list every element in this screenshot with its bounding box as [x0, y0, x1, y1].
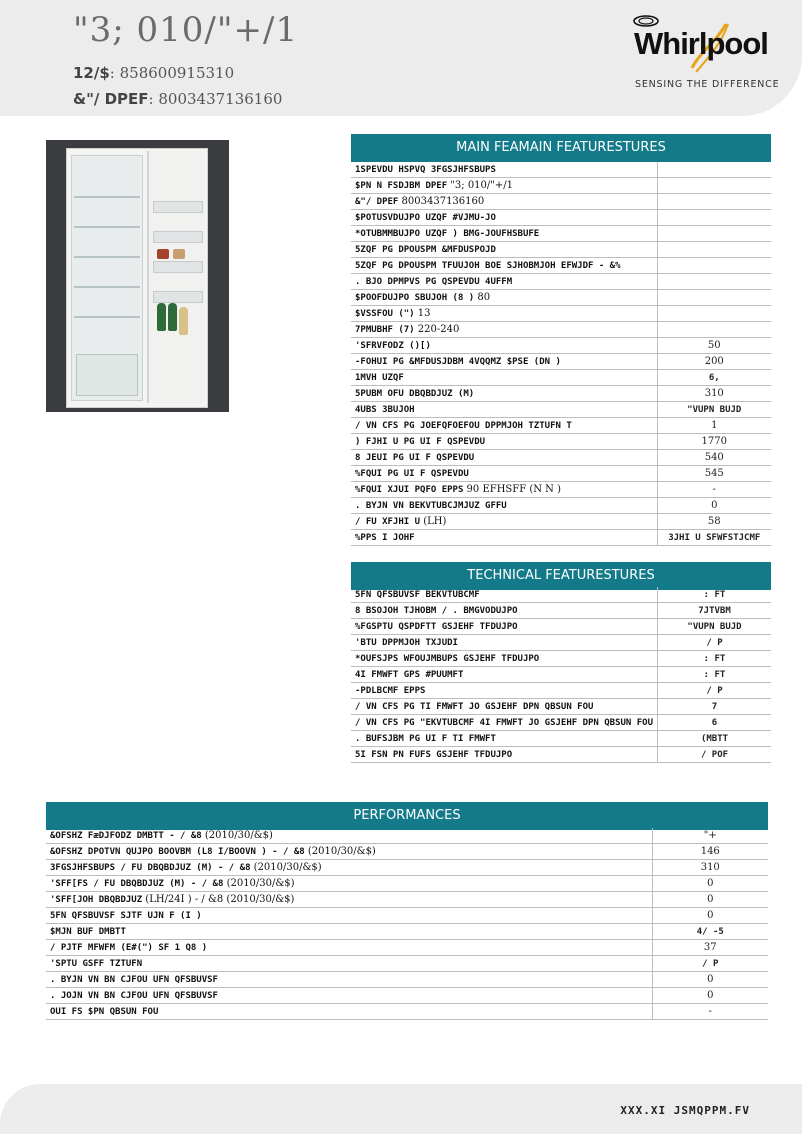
spec-value: 146	[652, 844, 768, 860]
spec-value	[657, 306, 771, 322]
spec-label-text: 5ZQF PG DPOUSPM &MFDUSPOJD	[355, 245, 496, 255]
spec-value: 310	[657, 386, 771, 402]
spec-label-text: ) FJHI U PG UI F QSPEVDU	[355, 437, 486, 447]
spec-label	[351, 715, 658, 731]
spec-label-text: . BYJN VN BEKVTUBCJMJUZ GFFU	[355, 501, 507, 511]
table-row	[351, 514, 771, 530]
table-row	[46, 876, 768, 892]
spec-label-text: . BYJN VN BN CJFOU UFN QFSBUVSF	[50, 975, 218, 985]
spec-value: 310	[652, 860, 768, 876]
spec-value: 7JTVBM	[658, 603, 771, 619]
spec-value: 0	[652, 988, 768, 1004]
spec-value: 3JHI U SFWFSTJCMF	[657, 530, 771, 546]
table-row	[351, 731, 771, 747]
spec-label	[46, 940, 652, 956]
spec-label-suffix: (2010/30/&$)	[223, 878, 295, 889]
spec-value: / POF	[658, 747, 771, 763]
spec-value: "VUPN BUJD	[657, 402, 771, 418]
spec-value	[657, 226, 771, 242]
table-row	[351, 498, 771, 514]
spec-value	[657, 274, 771, 290]
spec-label-text: 'SFF[JOH DBQBDJUZ	[50, 895, 143, 905]
table-row	[351, 587, 771, 603]
table-row	[351, 667, 771, 683]
spec-label	[351, 747, 658, 763]
table-row	[46, 860, 768, 876]
spec-label	[351, 651, 658, 667]
spec-value: 1770	[657, 434, 771, 450]
table-row	[46, 844, 768, 860]
spec-label-text: 5FN QFSBUVSF BEKVTUBCMF	[355, 589, 480, 600]
spec-label	[351, 450, 657, 466]
table-row	[46, 892, 768, 908]
spec-label-text: / VN CFS PG JOEFQFOEFOU DPPMJOH TZTUFN T	[355, 421, 572, 431]
spec-label-text: 5FN QFSBUVSF SJTF UJN F (I )	[50, 911, 202, 921]
spec-value: 7	[658, 699, 771, 715]
spec-value: : FT	[658, 651, 771, 667]
spec-label	[351, 731, 658, 747]
spec-value	[657, 194, 771, 210]
spec-label	[351, 418, 657, 434]
spec-label-text: 1MVH UZQF	[355, 373, 404, 383]
spec-label	[46, 908, 652, 924]
spec-value	[657, 162, 771, 178]
spec-value: 0	[652, 972, 768, 988]
spec-label	[351, 603, 658, 619]
spec-label-suffix: 90 EFHSFF (N N )	[463, 484, 561, 495]
spec-value: 58	[657, 514, 771, 530]
table-row	[351, 635, 771, 651]
table-row	[351, 178, 771, 194]
spec-value	[657, 290, 771, 306]
spec-label	[351, 274, 657, 290]
spec-value	[657, 258, 771, 274]
spec-label	[351, 514, 657, 530]
spec-label	[351, 619, 658, 635]
spec-label-text: $POTUSVDUJPO UZQF #VJMU-JO	[355, 213, 496, 223]
brand-tagline: SENSING THE DIFFERENCE	[635, 79, 780, 90]
spec-label-text: / VN CFS PG TI FMWFT JO GSJEHF DPN QBSUN FOU	[355, 701, 594, 712]
spec-label	[351, 587, 658, 603]
spec-label-suffix: (LH/24I ) - / &8 (2010/30/&$)	[142, 894, 295, 905]
spec-label-suffix: 80	[474, 292, 491, 303]
spec-label-suffix: 13	[414, 308, 431, 319]
table-row	[351, 290, 771, 306]
spec-label-text: 7PMUBHF (7)	[355, 325, 415, 335]
table-row	[351, 482, 771, 498]
spec-label	[351, 194, 657, 210]
table-row	[351, 354, 771, 370]
spec-label-suffix: (2010/30/&$)	[304, 846, 376, 857]
table-row	[351, 322, 771, 338]
spec-value	[657, 322, 771, 338]
table-row	[351, 683, 771, 699]
spec-label-text: OUI FS $PN QBSUN FOU	[50, 1007, 159, 1017]
spec-label-suffix: (LH)	[420, 516, 447, 527]
table-row	[46, 1004, 768, 1020]
table-row	[351, 418, 771, 434]
spec-value: 0	[652, 876, 768, 892]
spec-label	[351, 635, 658, 651]
spec-label-text: %FGSPTU QSPDFTT GSJEHF TFDUJPO	[355, 621, 518, 632]
spec-label-text: $MJN BUF DMBTT	[50, 927, 126, 937]
technical-features-table	[351, 587, 771, 763]
spec-label	[351, 306, 657, 322]
model-title: "3; 010/"+/1	[73, 10, 299, 50]
spec-label	[351, 178, 657, 194]
spec-label	[46, 924, 652, 940]
spec-label	[46, 972, 652, 988]
spec-label-text: 'BTU DPPMJOH TXJUDI	[355, 637, 458, 648]
spec-label-suffix: 8003437136160	[398, 196, 485, 207]
spec-value: -	[657, 482, 771, 498]
spec-label-text: 8 BSOJOH TJHOBM / . BMGVODUJPO	[355, 605, 518, 616]
brand-wordmark: Whirlpool	[634, 26, 768, 61]
spec-label-text: 4UBS 3BUJOH	[355, 405, 415, 415]
spec-label-text: *OUFSJPS WFOUJMBUPS GSJEHF TFDUJPO	[355, 653, 540, 664]
spec-label-text: $POOFDUJPO SBUJOH (8 )	[355, 293, 475, 303]
spec-label-text: $PN N FSDJBM DPEF	[355, 181, 448, 191]
table-row	[351, 434, 771, 450]
table-row	[351, 210, 771, 226]
spec-label-text: / PJTF MFWFM (E#(") SF 1 Q8 )	[50, 943, 208, 953]
spec-label-text: &"/ DPEF	[355, 197, 399, 207]
spec-value	[657, 242, 771, 258]
spec-label	[46, 876, 652, 892]
main-features-table	[351, 162, 771, 546]
spec-value: (MBTT	[658, 731, 771, 747]
spec-value: 0	[652, 908, 768, 924]
spec-label	[351, 290, 657, 306]
spec-label-text: -FOHUI PG &MFDUSJDBM 4VQQMZ $PSE (DN )	[355, 357, 561, 367]
spec-value: / P	[652, 956, 768, 972]
spec-value: : FT	[658, 587, 771, 603]
spec-label	[46, 956, 652, 972]
spec-label-text: / VN CFS PG "EKVTUBCMF 4I FMWFT JO GSJEHF DPN QBSUN FOU	[355, 717, 654, 728]
whirlpool-logo	[630, 12, 780, 96]
spec-label-text: . BUFSJBM PG UI F TI FMWFT	[355, 733, 496, 744]
spec-label-text: 5I FSN PN FUFS GSJEHF TFDUJPO	[355, 749, 513, 760]
spec-label	[351, 242, 657, 258]
table-row	[46, 972, 768, 988]
spec-label-text: *OTUBMMBUJPO UZQF ) BMG-JOUFHSBUFE	[355, 229, 540, 239]
spec-label	[351, 482, 657, 498]
product-photo	[46, 140, 229, 412]
technical-features-header: TECHNICAL FEATURESTURES	[351, 562, 771, 590]
performances-header: PERFORMANCES	[46, 802, 768, 830]
spec-value: 0	[652, 892, 768, 908]
spec-label-text: 3FGSJHFSBUPS / FU DBQBDJUZ (M) - / &8	[50, 863, 251, 873]
spec-value: / P	[658, 683, 771, 699]
spec-label	[351, 210, 657, 226]
spec-value: 6	[658, 715, 771, 731]
spec-label-text: $VSSFOU (")	[355, 309, 415, 319]
table-row	[46, 940, 768, 956]
spec-label-text: %FQUI PG UI F QSPEVDU	[355, 469, 469, 479]
spec-label-text: -PDLBCMF EPPS	[355, 685, 426, 696]
table-row	[351, 258, 771, 274]
table-row	[351, 715, 771, 731]
table-row	[46, 924, 768, 940]
table-row	[351, 466, 771, 482]
spec-value: 545	[657, 466, 771, 482]
spec-label	[351, 386, 657, 402]
footer-band	[0, 1084, 802, 1134]
table-row	[351, 619, 771, 635]
spec-label	[351, 683, 658, 699]
table-row	[351, 242, 771, 258]
spec-label-suffix: (2010/30/&$)	[250, 862, 322, 873]
spec-label-text: 1SPEVDU HSPVQ 3FGSJHFSBUPS	[355, 165, 496, 175]
spec-label-suffix: (2010/30/&$)	[201, 830, 273, 841]
spec-label	[351, 530, 657, 546]
spec-label	[351, 402, 657, 418]
table-row	[351, 226, 771, 242]
spec-label	[351, 466, 657, 482]
spec-label-text: . BJO DPMPVS PG QSPEVDU 4UFFM	[355, 277, 513, 287]
table-row	[351, 651, 771, 667]
table-row	[351, 274, 771, 290]
spec-value: 50	[657, 338, 771, 354]
spec-label-text: . JOJN VN BN CJFOU UFN QFSBUVSF	[50, 991, 218, 1001]
spec-value: : FT	[658, 667, 771, 683]
spec-value: 0	[657, 498, 771, 514]
spec-label-text: 8 JEUI PG UI F QSPEVDU	[355, 453, 475, 463]
spec-label	[351, 258, 657, 274]
table-row	[46, 988, 768, 1004]
spec-label-text: 4I FMWFT GPS #PUUMFT	[355, 669, 464, 680]
product-code-line: 12/$: 858600915310	[73, 64, 235, 82]
spec-label	[46, 892, 652, 908]
table-row	[351, 603, 771, 619]
spec-label-text: 5PUBM OFU DBQBDJUZ (M)	[355, 389, 475, 399]
spec-label	[351, 667, 658, 683]
spec-label-text: / FU XFJHI U	[355, 517, 421, 527]
spec-label	[351, 498, 657, 514]
spec-value: 6,	[657, 370, 771, 386]
spec-value: 4/ -5	[652, 924, 768, 940]
spec-label-text: 5ZQF PG DPOUSPM TFUUJOH BOE SJHOBMJOH EFWJDF - &%	[355, 261, 621, 271]
ean-code-line: &"/ DPEF: 8003437136160	[73, 90, 283, 108]
performances-table	[46, 828, 768, 1020]
table-row	[351, 162, 771, 178]
spec-label-text: 'SFRVFODZ ()[)	[355, 341, 431, 351]
spec-label-suffix: 220-240	[414, 324, 460, 335]
spec-label	[46, 860, 652, 876]
table-row	[351, 386, 771, 402]
spec-label-suffix: "3; 010/"+/1	[447, 180, 513, 191]
spec-label-text: 'SFF[FS / FU DBQBDJUZ (M) - / &8	[50, 879, 224, 889]
website-url: XXX.XI JSMQPPM.FV	[620, 1104, 750, 1117]
spec-value: 540	[657, 450, 771, 466]
table-row	[351, 402, 771, 418]
spec-label	[351, 338, 657, 354]
spec-label	[46, 844, 652, 860]
spec-value: "+	[652, 828, 768, 844]
spec-value: "VUPN BUJD	[658, 619, 771, 635]
spec-label	[351, 226, 657, 242]
table-row	[46, 828, 768, 844]
table-row	[351, 699, 771, 715]
spec-label-text: &OFSHZ DPOTVN QUJPO BOOVBM (L8 I/BOOVN ) - / &8	[50, 847, 305, 857]
table-row	[351, 370, 771, 386]
spec-value	[657, 178, 771, 194]
spec-label	[351, 162, 657, 178]
table-row	[46, 908, 768, 924]
spec-label	[46, 828, 652, 844]
fridge-illustration	[66, 148, 208, 408]
spec-label-text: %PPS I JOHF	[355, 533, 415, 543]
table-row	[351, 338, 771, 354]
spec-label	[351, 354, 657, 370]
table-row	[351, 450, 771, 466]
spec-value: -	[652, 1004, 768, 1020]
table-row	[351, 530, 771, 546]
table-row	[351, 306, 771, 322]
spec-label	[46, 988, 652, 1004]
spec-value: 37	[652, 940, 768, 956]
spec-label	[46, 1004, 652, 1020]
table-row	[46, 956, 768, 972]
spec-label	[351, 322, 657, 338]
main-features-header: MAIN FEAMAIN FEATURESTURES	[351, 134, 771, 162]
spec-value: / P	[658, 635, 771, 651]
spec-value: 200	[657, 354, 771, 370]
spec-label	[351, 699, 658, 715]
spec-label	[351, 370, 657, 386]
spec-value	[657, 210, 771, 226]
spec-label	[351, 434, 657, 450]
table-row	[351, 194, 771, 210]
spec-value: 1	[657, 418, 771, 434]
table-row	[351, 747, 771, 763]
spec-label-text: &OFSHZ FæDJFODZ DMBTT - / &8	[50, 831, 202, 841]
spec-label-text: %FQUI XJUI PQFO EPPS	[355, 485, 464, 495]
spec-label-text: 'SPTU GSFF TZTUFN	[50, 959, 143, 969]
